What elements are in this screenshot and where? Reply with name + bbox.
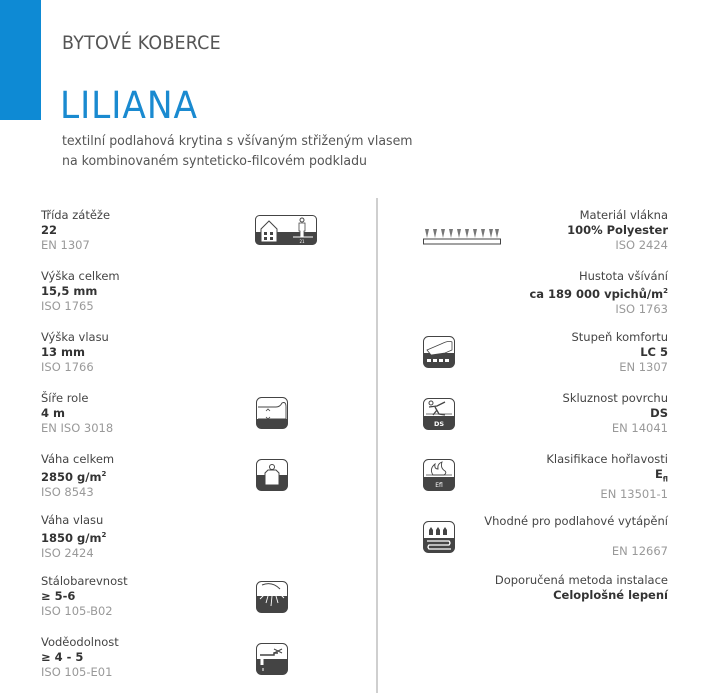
spec-total-height	[41, 269, 120, 314]
spec-value: 15,5 mm	[41, 284, 98, 298]
spec-norm: EN 14041	[611, 421, 668, 435]
description-line-1: textilní podlahová krytina s všívaným střiženým vlasem	[62, 133, 413, 149]
spec-roll-width	[41, 391, 113, 436]
spec-floor-heating	[484, 514, 668, 559]
fire-flame-icon	[423, 459, 455, 491]
spec-norm: EN 1307	[41, 238, 90, 252]
spec-value: 4 m	[41, 406, 65, 420]
spec-value	[484, 529, 668, 544]
spec-slip-resistance	[563, 391, 668, 436]
spec-norm: ISO 8543	[41, 484, 94, 499]
spec-value: LC 5	[640, 345, 668, 359]
spec-norm: ISO 1763	[615, 301, 668, 316]
spec-label: Hustota všívání	[578, 269, 668, 283]
load-class-house-person-icon	[255, 215, 317, 245]
spec-value: 22	[41, 223, 58, 237]
spec-fire-classification	[546, 452, 668, 502]
spec-norm: EN 1307	[619, 360, 668, 374]
spec-value: 13 mm	[41, 345, 85, 359]
spec-label: Materiál vlákna	[579, 208, 668, 222]
column-divider	[376, 198, 378, 693]
spec-total-weight	[41, 452, 114, 500]
spec-comfort-level	[571, 330, 668, 375]
spec-pile-height	[41, 330, 109, 375]
spec-norm: EN ISO 3018	[41, 421, 114, 435]
spec-value: 1850 $g/m^2$	[41, 530, 107, 545]
svg-text:DS: DS	[433, 420, 445, 428]
weight-icon	[256, 459, 288, 491]
spec-label: Třída zátěže	[41, 208, 111, 222]
description-line-2: na kombinovaném synteticko-filcovém podkladu	[62, 153, 368, 169]
category-heading: BYTOVÉ KOBERCE	[62, 32, 221, 54]
spec-water-resistance	[41, 635, 119, 680]
spec-value: ≥ 4 - 5	[41, 650, 84, 664]
roll-width-icon	[256, 397, 288, 429]
svg-text:Efl: Efl	[435, 482, 443, 489]
spec-value: $E_{fl}$	[654, 467, 668, 484]
spec-value: DS	[650, 406, 668, 420]
spec-value: ca 189 000 vpichů/$m^2$	[529, 286, 668, 301]
spec-label: Voděodolnost	[41, 635, 119, 649]
comfort-hand-icon	[423, 336, 455, 368]
spec-norm: ISO 105-B02	[41, 604, 113, 618]
spec-norm: ISO 105-E01	[41, 665, 113, 679]
spec-label: Klasifikace hořlavosti	[546, 452, 668, 466]
spec-pile-weight	[41, 513, 106, 561]
spec-label: Výška vlasu	[41, 330, 109, 344]
spec-norm: ISO 2424	[41, 545, 94, 560]
spec-value: 100% Polyester	[567, 223, 668, 237]
spec-label: Stupeň komfortu	[571, 330, 668, 344]
spec-norm: ISO 1765	[41, 299, 94, 313]
spec-norm: ISO 2424	[615, 238, 668, 252]
spec-label: Skluznost povrchu	[562, 391, 668, 405]
spec-installation-method	[495, 573, 668, 603]
floor-heating-icon	[423, 521, 455, 553]
spec-colorfastness	[41, 574, 128, 619]
spec-label: Váha celkem	[41, 452, 115, 466]
spec-fiber-material	[567, 208, 668, 253]
sun-lightfastness-icon	[256, 581, 288, 613]
product-title: LILIANA	[60, 84, 198, 127]
slip-resistance-icon	[423, 398, 455, 430]
spec-label: Stálobarevnost	[41, 574, 128, 588]
fiber-pile-icon	[423, 229, 501, 245]
spec-norm: EN 12667	[611, 544, 668, 558]
product-description	[62, 131, 413, 171]
spec-tufting-density	[529, 269, 668, 317]
water-tap-icon	[256, 643, 288, 675]
spec-norm: ISO 1766	[41, 360, 94, 374]
spec-label: Váha vlasu	[41, 513, 104, 527]
spec-norm: EN 13501-1	[600, 487, 668, 502]
spec-label: Výška celkem	[41, 269, 120, 283]
spec-value: 2850 $g/m^2$	[41, 469, 107, 484]
spec-value: Celoplošné lepení	[553, 588, 668, 602]
svg-text:21: 21	[299, 239, 305, 244]
spec-label: Doporučená metoda instalace	[494, 573, 668, 587]
accent-bar	[0, 0, 41, 120]
spec-label: Šíře role	[41, 391, 89, 405]
spec-value: ≥ 5-6	[41, 589, 76, 603]
spec-label: Vhodné pro podlahové vytápění	[484, 514, 668, 528]
spec-load-class	[41, 208, 110, 253]
